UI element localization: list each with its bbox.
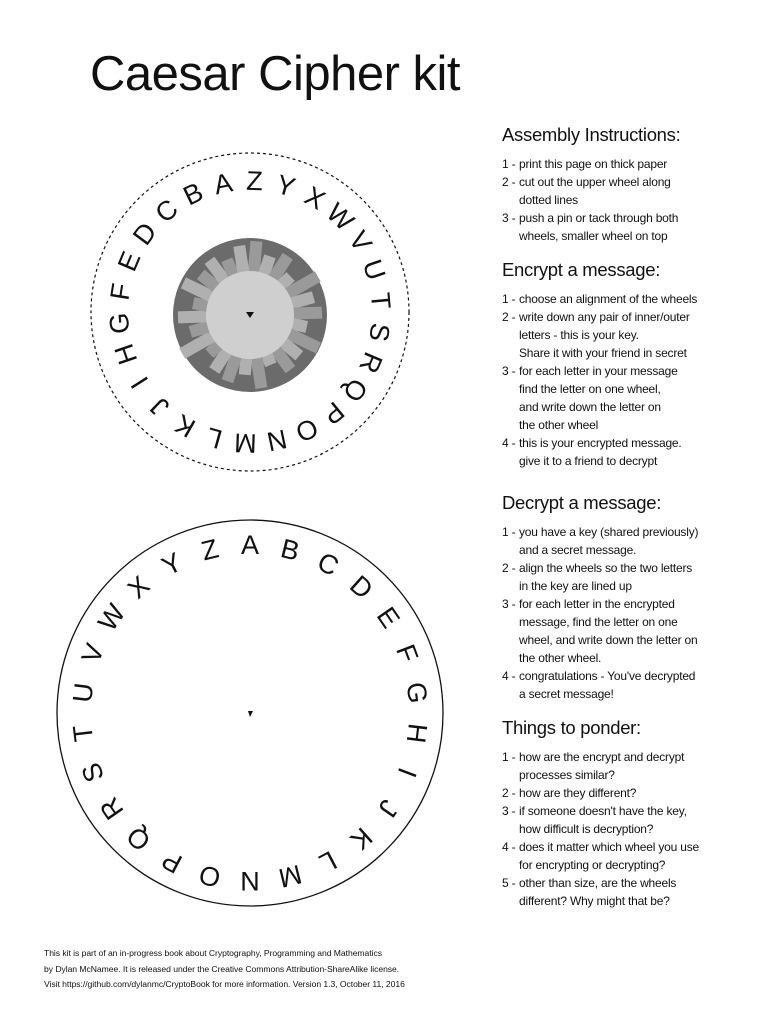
wheel-letter: R [353,347,389,378]
wheel-letter: Z [245,165,264,197]
step-text: congratulations - You've decrypted a secret message! [519,669,696,701]
step-number: 4 - [502,840,516,854]
wheel-letter: U [356,255,392,284]
decoration-bar [290,307,322,320]
instruction-step [502,667,764,703]
wheel-letter: H [400,721,433,745]
instruction-step [502,874,764,910]
step-text: how are they different? [519,786,637,800]
wheel-letter: L [314,844,342,879]
step-number: 1 - [502,750,516,764]
wheel-letter: S [75,758,111,787]
instruction-step [502,434,764,470]
wheel-letter: X [121,570,156,605]
encrypt-steps [502,290,764,470]
assembly-title: Assembly Instructions: [502,124,681,145]
step-text: other than size, are the wheels different? Why might that be? [519,876,677,908]
wheel-letter: W [320,197,360,237]
step-text: for each letter in your message find the letter on one wheel, and write down the letter on the other wheel [519,364,678,432]
footer-credits [44,946,405,993]
wheel-letter: G [400,680,433,705]
step-number: 1 - [502,157,516,171]
page-title: Caesar Cipher kit [90,47,461,101]
instruction-step [502,748,764,784]
wheel-letter: B [178,176,208,212]
ponder-title: Things to ponder: [502,717,641,738]
wheel-letter: W [92,598,132,637]
wheel-letter: N [264,423,290,457]
step-number: 4 - [502,436,516,450]
decrypt-title: Decrypt a message: [502,492,662,513]
wheel-letter: M [275,858,305,894]
outer-wheel-pin-mark [248,711,253,717]
instruction-step [502,559,764,595]
instruction-step [502,802,764,838]
wheel-letter: F [104,281,137,303]
wheel-letter: O [196,859,224,894]
wheel-letter: A [211,167,236,201]
wheel-letter: E [111,247,147,276]
encrypt-title: Encrypt a message: [502,259,661,280]
step-text: if someone doesn't have the key, how difficult is decryption? [519,804,687,836]
wheel-letter: G [103,311,136,335]
wheel-letter: R [93,791,130,825]
step-text: you have a key (shared previously) and a secret message. [519,525,699,557]
footer-line: This kit is part of an in-progress book about Cryptography, Programming and Mathematics [44,948,382,958]
wheel-letter: M [233,427,258,459]
step-number: 1 - [502,292,516,306]
decrypt-section [502,492,764,703]
wheel-letter: I [124,371,155,394]
encrypt-section [502,259,764,470]
wheel-letter: K [169,408,201,444]
assembly-steps [502,155,764,245]
step-number: 3 - [502,804,516,818]
wheel-letter: T [67,723,100,744]
assembly-section [502,124,764,245]
wheel-letter: N [240,866,260,896]
wheel-letter: C [149,193,184,229]
wheel-letter: Z [198,533,222,567]
step-number: 4 - [502,669,516,683]
wheel-letter: P [156,844,187,880]
step-number: 2 - [502,786,516,800]
instruction-step [502,595,764,667]
wheel-letter: V [342,225,378,258]
wheel-letter: X [299,180,331,216]
instructions-panel [502,124,764,924]
wheel-letter: H [108,340,144,369]
wheel-letter: F [390,640,425,667]
instruction-step [502,308,764,362]
wheel-letter: K [344,821,379,856]
wheel-letter: S [363,321,396,344]
wheel-letter: D [344,569,379,605]
step-number: 5 - [502,876,516,890]
wheel-letter: T [364,291,397,311]
decrypt-steps [502,523,764,703]
instruction-step [502,155,764,173]
wheel-letter: Q [120,820,157,857]
wheel-letter: U [67,681,100,705]
wheel-letter: J [144,391,175,423]
outer-wheel [57,520,443,906]
footer-line: by Dylan McNamee. It is released under the Creative Commons Attribution-ShareAlike license. [44,963,400,974]
step-text: how are the encrypt and decrypt processes similar? [519,750,685,782]
wheel-letter: Q [336,372,374,408]
wheel-letter: C [312,546,344,583]
step-number: 3 - [502,211,516,225]
wheel-letter: Y [273,169,299,203]
instruction-step [502,173,764,209]
inner-wheel[interactable] [91,153,409,471]
step-text: does it matter which wheel you use for encrypting or decrypting? [519,840,699,872]
wheel-letter: Y [156,546,187,582]
decoration-bar [178,310,210,323]
instruction-step [502,362,764,434]
wheel-letter: O [290,411,323,449]
wheel-letter: P [316,395,350,431]
instruction-step [502,523,764,559]
step-number: 3 - [502,597,516,611]
step-number: 1 - [502,525,516,539]
step-text: write down any pair of inner/outer letters - this is your key. Share it with your friend in secret [519,310,690,360]
wheel-letter: B [277,533,303,567]
instruction-step [502,784,764,802]
footer-line: Visit https://github.com/dylanmc/CryptoBook for more information. Version 1.3, October 11, 2016 [44,979,405,989]
step-number: 2 - [502,310,516,324]
step-number: 2 - [502,175,516,189]
step-text: print this page on thick paper [519,157,668,171]
step-text: align the wheels so the two letters in the key are lined up [519,561,693,593]
wheel-letter: D [126,217,163,251]
step-text: cut out the upper wheel along dotted lines [519,175,671,207]
instruction-step [502,838,764,874]
step-text: push a pin or tack through both wheels, smaller wheel on top [519,211,679,243]
wheel-letter: J [372,794,405,823]
ponder-steps [502,748,764,910]
instruction-step [502,290,764,308]
ponder-section [502,717,764,910]
wheel-letter: E [370,601,406,634]
step-text: this is your encrypted message. give it to a friend to decrypt [519,436,682,468]
wheel-letter: A [240,530,260,560]
wheel-letter: V [75,639,111,668]
step-text: choose an alignment of the wheels [519,292,698,306]
wheel-letter: I [391,763,423,782]
instruction-step [502,209,764,245]
step-number: 2 - [502,561,516,575]
step-number: 3 - [502,364,516,378]
step-text: for each letter in the encrypted message, find the letter on one wheel, and write down the letter on the other wheel. [519,597,698,665]
wheel-letter: L [202,421,226,455]
